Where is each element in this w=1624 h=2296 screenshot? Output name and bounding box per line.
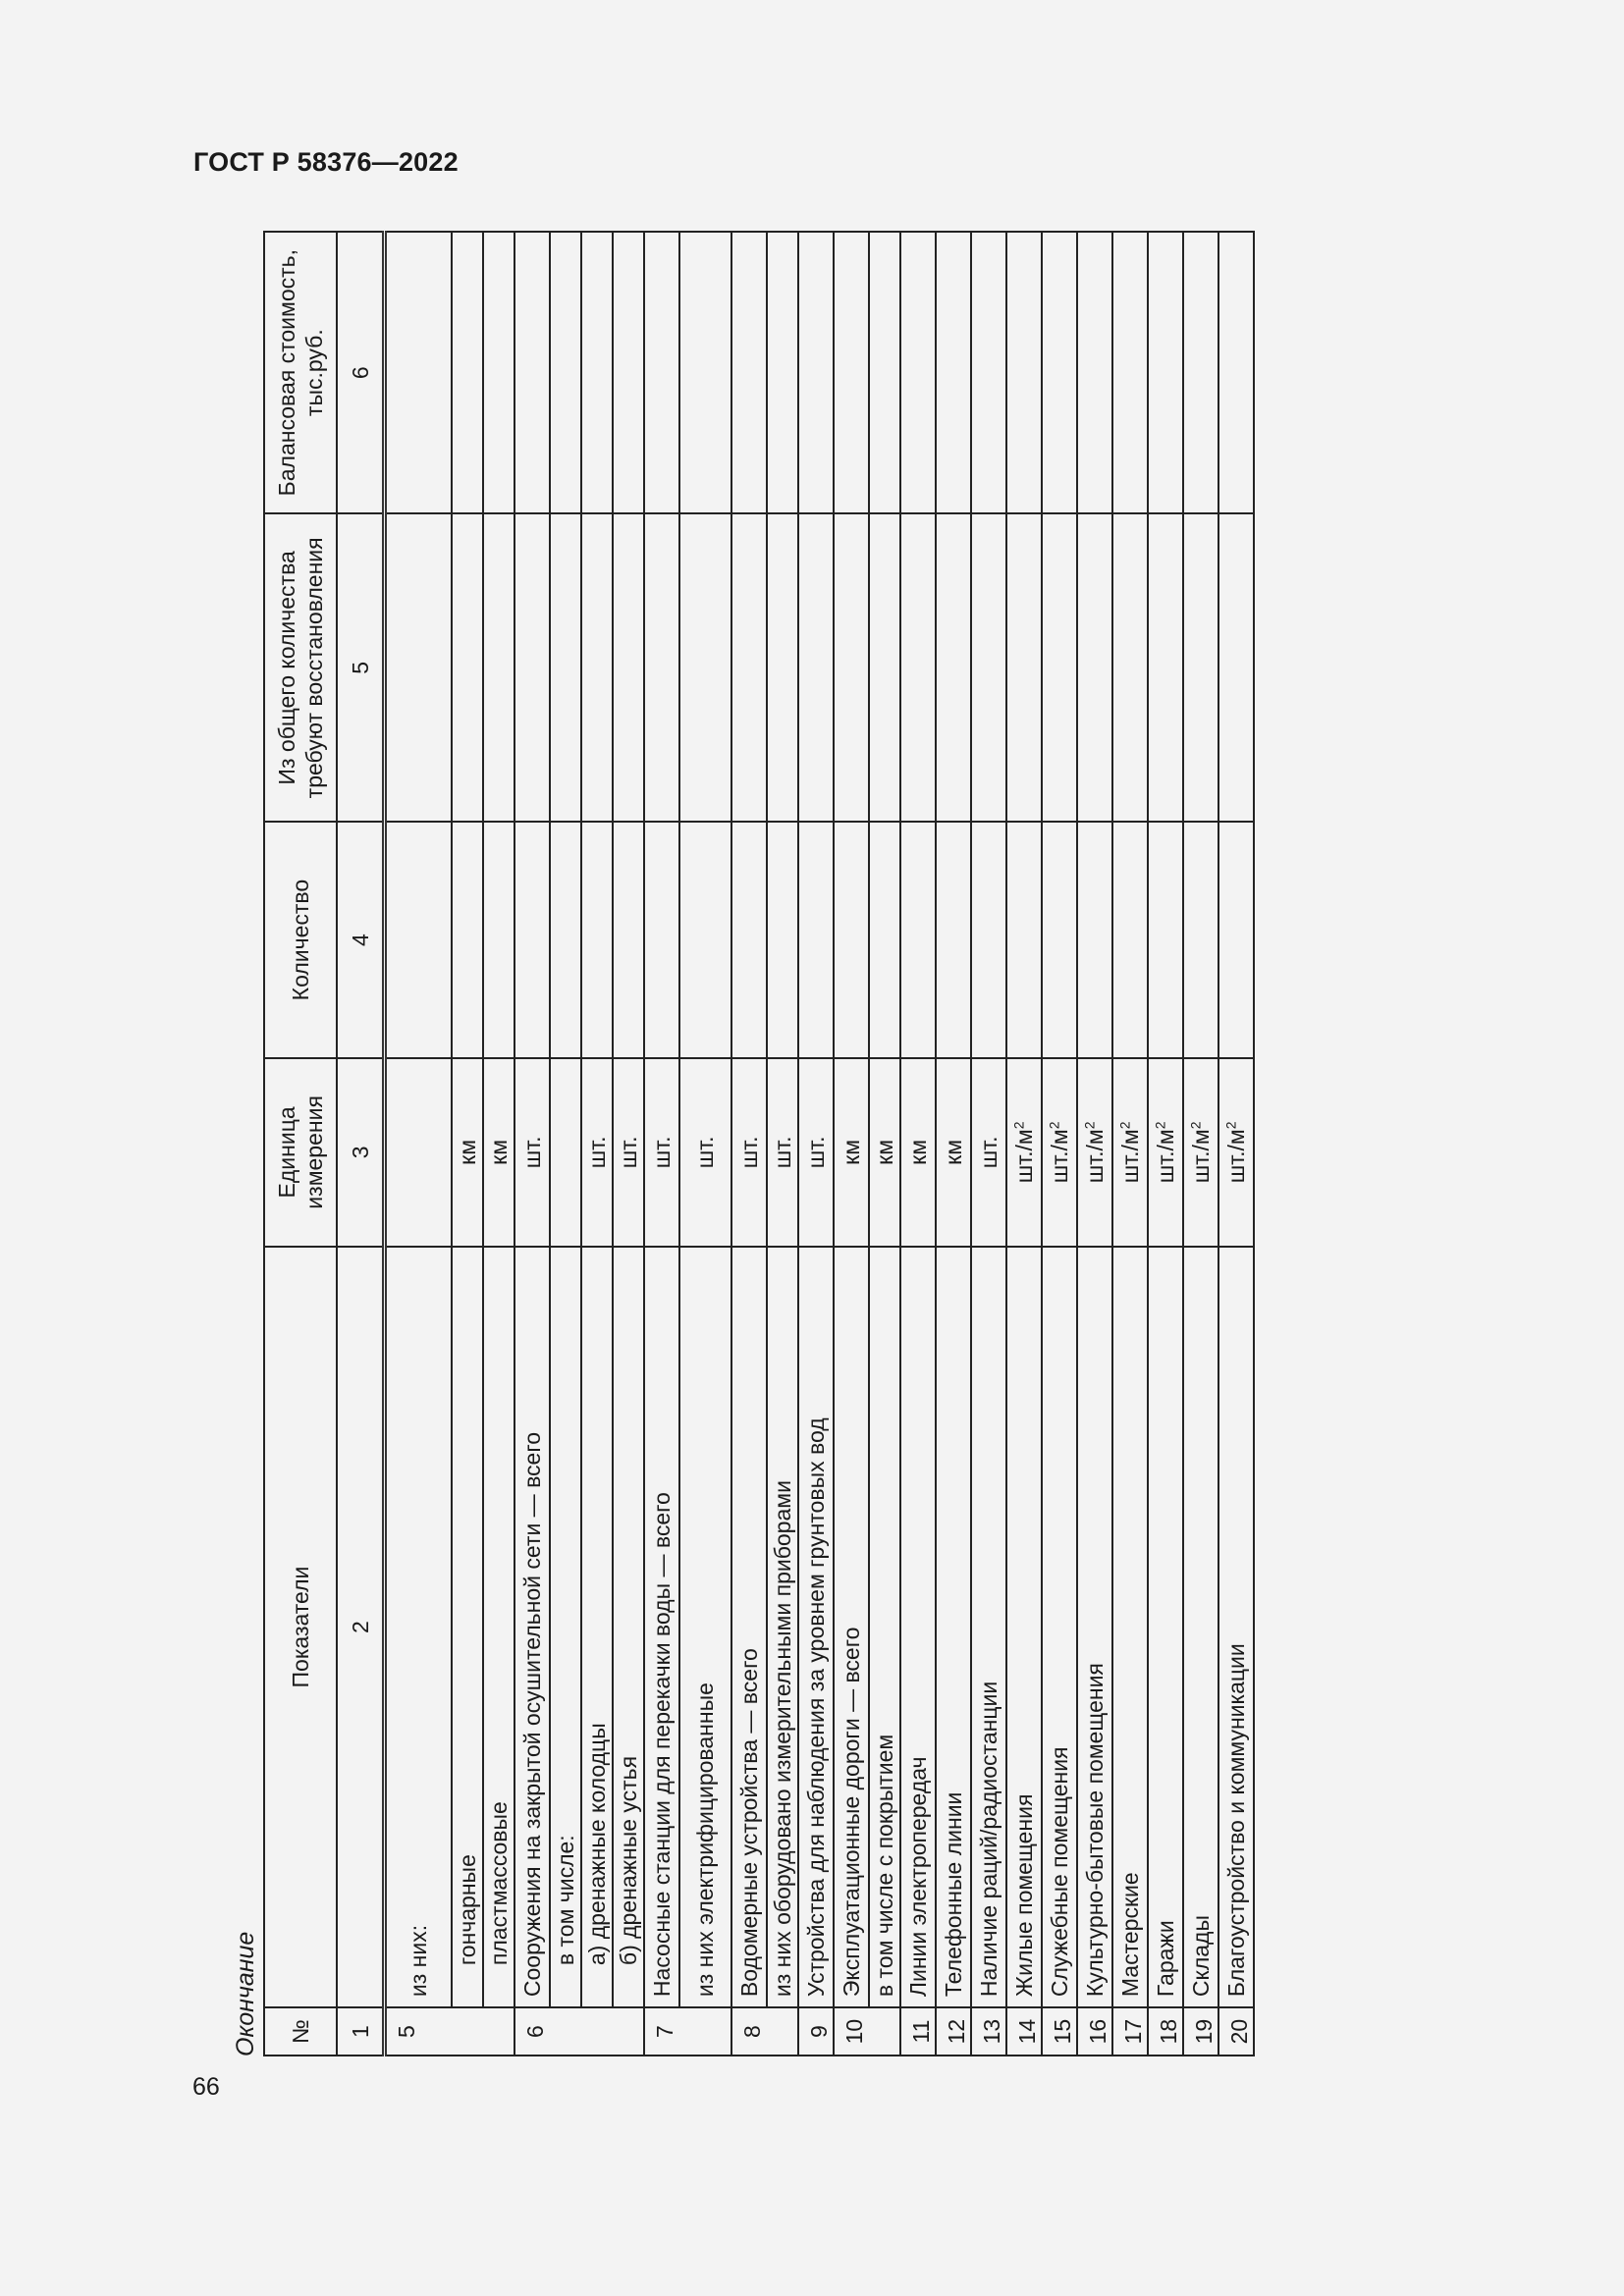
table-row — [581, 232, 613, 2056]
col-header-number: № — [264, 2007, 337, 2056]
row-unit — [483, 1058, 514, 1247]
row-quantity — [1042, 822, 1077, 1057]
row-book-value — [1218, 232, 1254, 513]
row-number: 8 — [731, 2007, 767, 2056]
row-quantity — [834, 822, 869, 1057]
row-book-value — [581, 232, 613, 513]
table-row — [1077, 232, 1112, 2056]
table-row — [1148, 232, 1183, 2056]
row-number: 6 — [514, 2007, 550, 2056]
row-unit-text: км — [485, 1139, 512, 1165]
row-number: 19 — [1183, 2007, 1218, 2056]
row-number: 10 — [834, 2007, 869, 2056]
row-book-value — [1183, 232, 1218, 513]
row-book-value — [644, 232, 679, 513]
row-quantity — [767, 822, 798, 1057]
table-row — [644, 232, 679, 2056]
row-number: 7 — [644, 2007, 679, 2056]
row-unit-text: шт./м — [1081, 1129, 1108, 1184]
rotated-table-area — [231, 231, 1499, 2056]
unit-superscript: 2 — [1186, 1121, 1203, 1130]
row-label: Телефонные линии — [936, 1247, 971, 2007]
table-row — [514, 232, 550, 2056]
row-quantity — [1148, 822, 1183, 1057]
row-unit — [971, 1058, 1006, 1247]
unit-superscript: 2 — [1080, 1121, 1097, 1130]
row-label: гончарные — [452, 1247, 483, 2007]
row-label: Наличие раций/радиостанции — [971, 1247, 1006, 2007]
row-needs-restoration — [483, 513, 514, 822]
row-quantity — [1006, 822, 1042, 1057]
col-header-book-value: Балансовая стоимость, тыс.руб. — [264, 232, 337, 513]
col-index: 5 — [337, 513, 385, 822]
table-row — [613, 232, 644, 2056]
col-index: 6 — [337, 232, 385, 513]
row-unit — [1112, 1058, 1148, 1247]
row-label: из них: — [385, 1247, 452, 2007]
row-number — [452, 2007, 483, 2056]
row-unit — [452, 1058, 483, 1247]
unit-superscript: 2 — [1045, 1121, 1061, 1130]
row-label: Мастерские — [1112, 1247, 1148, 2007]
row-needs-restoration — [1112, 513, 1148, 822]
row-unit-text: шт. — [615, 1136, 641, 1169]
col-header-indicators: Показатели — [264, 1247, 337, 2007]
row-needs-restoration — [1148, 513, 1183, 822]
indicators-table — [263, 231, 1255, 2056]
row-label: Водомерные устройства — всего — [731, 1247, 767, 2007]
row-needs-restoration — [798, 513, 834, 822]
table-row — [1183, 232, 1218, 2056]
row-unit-text: шт./м — [1116, 1129, 1143, 1184]
table-row — [1112, 232, 1148, 2056]
row-label: Культурно-бытовые помещения — [1077, 1247, 1112, 2007]
row-label: а) дренажные колодцы — [581, 1247, 613, 2007]
col-header-unit: Единица измерения — [264, 1058, 337, 1247]
row-label: Жилые помещения — [1006, 1247, 1042, 2007]
row-book-value — [385, 232, 452, 513]
row-number — [869, 2007, 900, 2056]
row-needs-restoration — [900, 513, 936, 822]
row-quantity — [1183, 822, 1218, 1057]
row-number: 9 — [798, 2007, 834, 2056]
row-quantity — [679, 822, 731, 1057]
row-unit — [1218, 1058, 1254, 1247]
document-header: ГОСТ Р 58376—2022 — [193, 147, 459, 177]
table-row — [1006, 232, 1042, 2056]
row-needs-restoration — [613, 513, 644, 822]
table-row — [385, 232, 452, 2056]
row-quantity — [452, 822, 483, 1057]
row-unit — [869, 1058, 900, 1247]
row-unit-text: шт. — [769, 1136, 795, 1169]
row-unit — [936, 1058, 971, 1247]
row-needs-restoration — [385, 513, 452, 822]
row-needs-restoration — [550, 513, 581, 822]
row-quantity — [581, 822, 613, 1057]
col-index: 3 — [337, 1058, 385, 1247]
row-unit-text: шт. — [583, 1136, 610, 1169]
table-row — [483, 232, 514, 2056]
row-unit — [1042, 1058, 1077, 1247]
table-row — [679, 232, 731, 2056]
col-index: 4 — [337, 822, 385, 1057]
row-needs-restoration — [936, 513, 971, 822]
row-book-value — [1042, 232, 1077, 513]
row-needs-restoration — [731, 513, 767, 822]
row-needs-restoration — [767, 513, 798, 822]
row-unit-text: шт. — [648, 1136, 675, 1169]
row-unit-text: шт./м — [1010, 1129, 1037, 1184]
row-unit — [613, 1058, 644, 1247]
row-unit-text: шт./м — [1152, 1129, 1178, 1184]
row-quantity — [483, 822, 514, 1057]
row-label: Линии электропередач — [900, 1247, 936, 2007]
row-number — [483, 2007, 514, 2056]
row-needs-restoration — [1042, 513, 1077, 822]
row-unit — [731, 1058, 767, 1247]
row-unit-text: км — [871, 1139, 897, 1165]
table-header-row — [264, 232, 337, 2056]
row-quantity — [798, 822, 834, 1057]
row-unit — [385, 1058, 452, 1247]
page-number: 66 — [192, 2073, 220, 2101]
row-book-value — [613, 232, 644, 513]
row-unit — [798, 1058, 834, 1247]
table-row — [971, 232, 1006, 2056]
row-unit — [1148, 1058, 1183, 1247]
row-label: из них электрифицированные — [679, 1247, 731, 2007]
row-quantity — [1112, 822, 1148, 1057]
row-number — [613, 2007, 644, 2056]
row-unit — [900, 1058, 936, 1247]
row-needs-restoration — [1218, 513, 1254, 822]
row-unit-text: км — [940, 1139, 966, 1165]
row-unit-text: шт./м — [1222, 1129, 1249, 1184]
table-row — [798, 232, 834, 2056]
row-label: в том числе с покрытием — [869, 1247, 900, 2007]
row-unit-text: км — [838, 1139, 864, 1165]
row-unit-text: шт. — [802, 1136, 829, 1169]
row-number: 15 — [1042, 2007, 1077, 2056]
row-quantity — [936, 822, 971, 1057]
row-unit — [550, 1058, 581, 1247]
row-needs-restoration — [581, 513, 613, 822]
row-number: 16 — [1077, 2007, 1112, 2056]
table-row — [869, 232, 900, 2056]
row-needs-restoration — [679, 513, 731, 822]
table-row — [936, 232, 971, 2056]
row-book-value — [452, 232, 483, 513]
row-needs-restoration — [1006, 513, 1042, 822]
row-book-value — [483, 232, 514, 513]
row-label: в том числе: — [550, 1247, 581, 2007]
row-needs-restoration — [1077, 513, 1112, 822]
row-book-value — [1148, 232, 1183, 513]
row-quantity — [731, 822, 767, 1057]
row-needs-restoration — [834, 513, 869, 822]
row-label: Склады — [1183, 1247, 1218, 2007]
row-needs-restoration — [869, 513, 900, 822]
row-book-value — [767, 232, 798, 513]
row-label: Устройства для наблюдения за уровнем грунтовых вод — [798, 1247, 834, 2007]
table-index-row — [337, 232, 385, 2056]
unit-superscript: 2 — [1151, 1121, 1167, 1130]
row-number: 12 — [936, 2007, 971, 2056]
row-book-value — [798, 232, 834, 513]
row-unit — [1183, 1058, 1218, 1247]
row-needs-restoration — [971, 513, 1006, 822]
row-number: 11 — [900, 2007, 936, 2056]
row-number: 14 — [1006, 2007, 1042, 2056]
row-needs-restoration — [644, 513, 679, 822]
table-caption: Окончание — [232, 1931, 259, 2056]
unit-superscript: 2 — [1115, 1121, 1132, 1130]
row-number: 5 — [385, 2007, 452, 2056]
table-row — [550, 232, 581, 2056]
row-book-value — [900, 232, 936, 513]
row-book-value — [514, 232, 550, 513]
col-index: 1 — [337, 2007, 385, 2056]
row-label: б) дренажные устья — [613, 1247, 644, 2007]
table-row — [834, 232, 869, 2056]
row-book-value — [550, 232, 581, 513]
row-quantity — [644, 822, 679, 1057]
row-label: Эксплуатационные дороги — всего — [834, 1247, 869, 2007]
row-number — [679, 2007, 731, 2056]
row-unit — [514, 1058, 550, 1247]
row-label: Гаражи — [1148, 1247, 1183, 2007]
row-unit-text: шт. — [735, 1136, 762, 1169]
row-book-value — [936, 232, 971, 513]
row-book-value — [869, 232, 900, 513]
row-label: Служебные помещения — [1042, 1247, 1077, 2007]
row-unit — [679, 1058, 731, 1247]
row-unit — [581, 1058, 613, 1247]
unit-superscript: 2 — [1221, 1121, 1238, 1130]
row-label: пластмассовые — [483, 1247, 514, 2007]
table-body — [385, 232, 1254, 2056]
row-unit-text: км — [454, 1139, 480, 1165]
row-label: Сооружения на закрытой осушительной сети — всего — [514, 1247, 550, 2007]
row-unit-text: шт. — [518, 1136, 545, 1169]
col-header-quantity: Количество — [264, 822, 337, 1057]
row-book-value — [971, 232, 1006, 513]
row-unit-text: км — [904, 1139, 931, 1165]
row-quantity — [613, 822, 644, 1057]
row-unit-text: шт. — [975, 1136, 1001, 1169]
unit-superscript: 2 — [1009, 1121, 1026, 1130]
row-label: Благоустройство и коммуникации — [1218, 1247, 1254, 2007]
row-book-value — [1077, 232, 1112, 513]
row-book-value — [679, 232, 731, 513]
table-row — [452, 232, 483, 2056]
row-unit — [644, 1058, 679, 1247]
table-row — [1042, 232, 1077, 2056]
row-quantity — [550, 822, 581, 1057]
row-needs-restoration — [452, 513, 483, 822]
row-unit-text: шт./м — [1187, 1129, 1214, 1184]
row-quantity — [869, 822, 900, 1057]
row-quantity — [1077, 822, 1112, 1057]
row-number: 20 — [1218, 2007, 1254, 2056]
row-number: 18 — [1148, 2007, 1183, 2056]
table-row — [900, 232, 936, 2056]
row-needs-restoration — [514, 513, 550, 822]
row-unit — [1006, 1058, 1042, 1247]
row-unit — [834, 1058, 869, 1247]
row-unit-text: шт./м — [1046, 1129, 1072, 1184]
row-book-value — [1112, 232, 1148, 513]
row-quantity — [385, 822, 452, 1057]
row-book-value — [1006, 232, 1042, 513]
row-number — [767, 2007, 798, 2056]
row-unit — [767, 1058, 798, 1247]
row-unit-text: шт. — [692, 1136, 718, 1169]
row-book-value — [834, 232, 869, 513]
row-number: 13 — [971, 2007, 1006, 2056]
row-number: 17 — [1112, 2007, 1148, 2056]
table-row — [767, 232, 798, 2056]
row-unit — [1077, 1058, 1112, 1247]
row-quantity — [900, 822, 936, 1057]
row-needs-restoration — [1183, 513, 1218, 822]
col-index: 2 — [337, 1247, 385, 2007]
row-quantity — [971, 822, 1006, 1057]
row-label: Насосные станции для перекачки воды — всего — [644, 1247, 679, 2007]
row-quantity — [1218, 822, 1254, 1057]
table-row — [731, 232, 767, 2056]
table-row — [1218, 232, 1254, 2056]
row-number — [550, 2007, 581, 2056]
row-label: из них оборудовано измерительными приборами — [767, 1247, 798, 2007]
row-book-value — [731, 232, 767, 513]
row-number — [581, 2007, 613, 2056]
col-header-needs-restoration: Из общего количества требуют восстановления — [264, 513, 337, 822]
row-quantity — [514, 822, 550, 1057]
